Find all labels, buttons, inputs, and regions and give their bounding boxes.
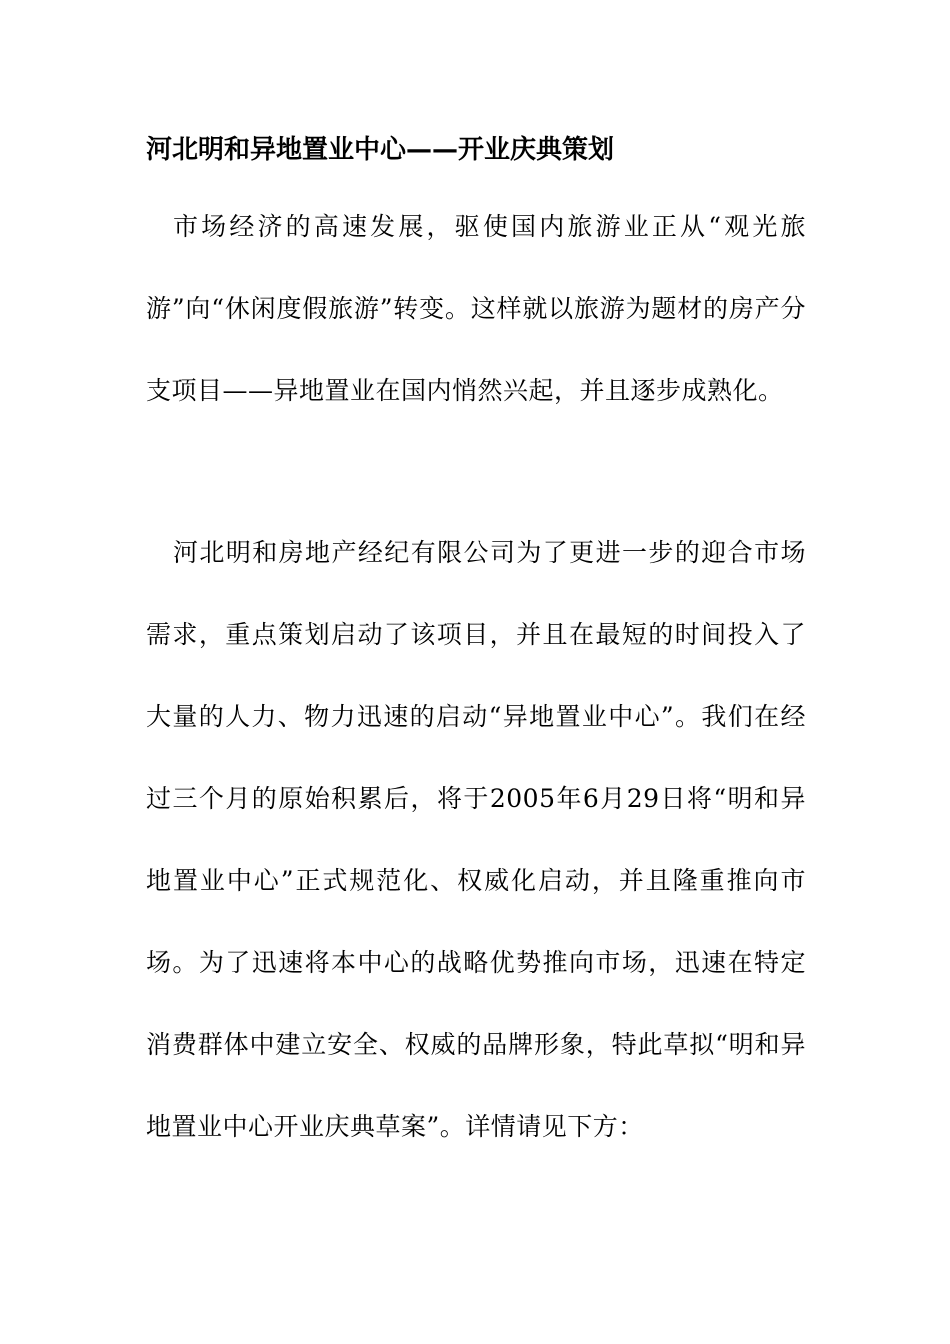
document-title: 河北明和异地置业中心——开业庆典策划: [146, 135, 615, 165]
paragraph-intro: 市场经济的高速发展，驱使国内旅游业正从“观光旅游”向“休闲度假旅游”转变。这样就以旅游为题材的房产分支项目——异地置业在国内悄然兴起，并且逐步成熟化。: [146, 212, 806, 405]
paragraph-company: 河北明和房地产经纪有限公司为了更进一步的迎合市场需求，重点策划启动了该项目，并且在最短的时间投入了大量的人力、物力迅速的启动“异地置业中心”。我们在经过三个月的原始积累后，将于2005年6月29日将“明和异地置业中心”正式规范化、权威化启动，并且隆重推向市场。为了迅速将本中心的战略优势推向市场，迅速在特定消费群体中建立安全、权威的品牌形象，特此草拟“明和异地置业中心开业庆典草案”。详情请见下方：: [146, 538, 806, 1141]
document-body: [146, 130, 806, 1168]
